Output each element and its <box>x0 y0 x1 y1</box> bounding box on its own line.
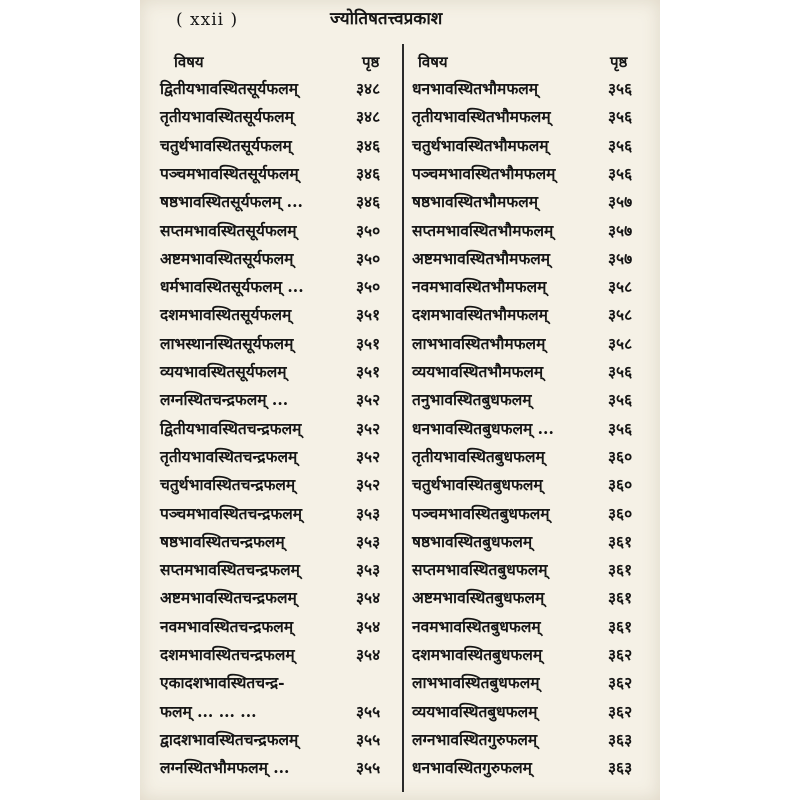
right-index-row <box>412 670 652 696</box>
right-index-row <box>412 133 652 159</box>
page-number-entry: ३६० <box>608 475 633 495</box>
subject-entry: तृतीयभावस्थितसूर्यफलम् <box>160 107 294 127</box>
page-number-entry: ३५६ <box>608 135 633 155</box>
right-index-row <box>412 359 652 385</box>
left-index-row <box>160 614 398 640</box>
right-index-row <box>412 444 652 470</box>
left-index-row <box>160 529 398 555</box>
left-page-heading: पृष्ठ <box>362 53 380 71</box>
page-number-entry: ३६१ <box>608 531 633 551</box>
right-index-row <box>412 387 652 413</box>
right-index-row <box>412 642 652 668</box>
page-number-entry: ३६० <box>608 446 633 466</box>
subject-entry: लग्नस्थितभौमफलम् ... <box>160 758 290 778</box>
left-index-row <box>160 387 398 413</box>
subject-entry: धर्मभावस्थितसूर्यफलम् ... <box>160 277 304 297</box>
subject-entry: पञ्चमभावस्थितचन्द्रफलम् <box>160 503 303 523</box>
subject-entry: षष्ठभावस्थितचन्द्रफलम् <box>160 531 285 551</box>
right-index-row <box>412 331 652 357</box>
subject-entry: नवमभावस्थितभौमफलम् <box>412 277 547 297</box>
left-index-row <box>160 133 398 159</box>
page-number-entry: ३५६ <box>608 418 633 438</box>
page-number-entry: ३४६ <box>356 163 381 183</box>
subject-entry: द्वितीयभावस्थितसूर्यफलम् <box>160 79 298 98</box>
page-number-entry: ३५१ <box>356 305 381 325</box>
right-index-row <box>412 218 652 244</box>
right-index-row <box>412 416 652 442</box>
page-number-entry: ३५१ <box>356 333 381 353</box>
left-index-row <box>160 218 398 244</box>
page-number-entry: ३६१ <box>608 588 633 608</box>
right-index-row <box>412 727 652 753</box>
right-index-row <box>412 161 652 187</box>
left-index-row <box>160 416 398 442</box>
right-subject-heading: विषय <box>418 53 448 71</box>
page-number-entry: ३५६ <box>608 362 633 381</box>
subject-entry: दशमभावस्थितभौमफलम् <box>412 305 548 325</box>
subject-entry: द्वितीयभावस्थितचन्द्रफलम् <box>160 418 302 438</box>
running-title: ज्योतिषतत्त्वप्रकाश <box>330 9 443 29</box>
left-index-row <box>160 331 398 357</box>
page-number-entry: ३५८ <box>608 305 633 325</box>
subject-entry: एकादशभावस्थितचन्द्र- <box>160 673 285 693</box>
left-index-row <box>160 444 398 470</box>
right-index-row <box>412 501 652 527</box>
page-number-entry: ३५६ <box>608 79 633 98</box>
page-number-entry: ३५८ <box>608 333 633 353</box>
page-number-entry: ३५२ <box>356 446 381 466</box>
page-number-entry: ३४८ <box>356 79 381 98</box>
left-index-row <box>160 727 398 753</box>
subject-entry: तृतीयभावस्थितबुधफलम् <box>412 446 545 466</box>
subject-entry: पञ्चमभावस्थितभौमफलम् <box>412 163 556 183</box>
left-index-row <box>160 755 398 781</box>
subject-entry: चतुर्थभावस्थितबुधफलम् <box>412 475 543 495</box>
page-number-entry: ३५७ <box>608 248 633 268</box>
page-number-entry: ३५३ <box>356 503 381 523</box>
right-index-row <box>412 614 652 640</box>
page-number-entry: ३५४ <box>356 616 381 636</box>
left-index-row <box>160 274 398 300</box>
page-number-entry: ३५५ <box>356 701 381 721</box>
subject-entry: तृतीयभावस्थितभौमफलम् <box>412 107 551 127</box>
page-number-entry: ३५२ <box>356 390 381 410</box>
page-number-entry: ३६२ <box>608 673 633 693</box>
right-index-row <box>412 699 652 725</box>
left-index-row <box>160 76 398 102</box>
subject-entry: धनभावस्थितबुधफलम् ... <box>412 418 554 438</box>
subject-entry: फलम् ... ... ... <box>160 701 257 721</box>
subject-entry: अष्टमभावस्थितभौमफलम् <box>412 248 551 268</box>
subject-entry: सप्तमभावस्थितसूर्यफलम् <box>160 220 297 240</box>
subject-entry: चतुर्थभावस्थितसूर्यफलम् <box>160 135 292 155</box>
subject-entry: सप्तमभावस्थितबुधफलम् <box>412 560 548 580</box>
right-index-row <box>412 529 652 555</box>
right-index-row <box>412 274 652 300</box>
left-index-row <box>160 472 398 498</box>
subject-entry: धनभावस्थितगुरुफलम् <box>412 758 532 778</box>
page-number-entry: ३५७ <box>608 192 633 212</box>
page-number-entry: ३५६ <box>608 390 633 410</box>
page-number: ( xxii ) <box>176 10 239 30</box>
right-index-row <box>412 755 652 781</box>
left-index-row <box>160 161 398 187</box>
subject-entry: नवमभावस्थितबुधफलम् <box>412 616 541 636</box>
page-number-entry: ३५४ <box>356 588 381 608</box>
left-index-row <box>160 642 398 668</box>
page-number-entry: ३५६ <box>608 163 633 183</box>
page-number-entry: ३५५ <box>356 758 381 778</box>
right-index-row <box>412 246 652 272</box>
page-number-entry: ३५३ <box>356 531 381 551</box>
left-index-row <box>160 246 398 272</box>
page-number-entry: ३५७ <box>608 220 633 240</box>
subject-entry: लाभस्थानस्थितसूर्यफलम् <box>160 333 294 353</box>
right-index-row <box>412 104 652 130</box>
page-number-entry: ३६१ <box>608 616 633 636</box>
right-page-heading: पृष्ठ <box>610 53 628 71</box>
page-number-entry: ३५२ <box>356 418 381 438</box>
page-number-entry: ३६२ <box>608 645 633 664</box>
subject-entry: दशमभावस्थितचन्द्रफलम् <box>160 645 295 664</box>
left-index-row <box>160 699 398 725</box>
subject-entry: षष्ठभावस्थितभौमफलम् <box>412 192 539 212</box>
left-index-row <box>160 189 398 215</box>
subject-entry: दशमभावस्थितसूर्यफलम् <box>160 305 292 325</box>
subject-entry: व्ययभावस्थितबुधफलम् <box>412 701 538 721</box>
right-index-row <box>412 585 652 611</box>
right-index-row <box>412 472 652 498</box>
subject-entry: लग्नस्थितचन्द्रफलम् ... <box>160 390 289 410</box>
subject-entry: षष्ठभावस्थितसूर्यफलम् ... <box>160 192 303 212</box>
subject-entry: पञ्चमभावस्थितबुधफलम् <box>412 503 550 523</box>
subject-entry: सप्तमभावस्थितचन्द्रफलम् <box>160 560 300 580</box>
subject-entry: नवमभावस्थितचन्द्रफलम् <box>160 616 294 636</box>
left-index-row <box>160 501 398 527</box>
subject-entry: षष्ठभावस्थितबुधफलम् <box>412 531 533 551</box>
page-number-entry: ३६० <box>608 503 633 523</box>
subject-entry: पञ्चमभावस्थितसूर्यफलम् <box>160 163 299 183</box>
page-number-entry: ३६२ <box>608 701 633 721</box>
subject-entry: लग्नभावस्थितगुरुफलम् <box>412 729 538 749</box>
page-number-entry: ३५० <box>356 220 381 240</box>
subject-entry: द्वादशभावस्थितचन्द्रफलम् <box>160 729 299 749</box>
left-index-row <box>160 585 398 611</box>
page-number-entry: ३५८ <box>608 277 633 297</box>
left-index-row <box>160 104 398 130</box>
page-number-entry: ३५२ <box>356 475 381 495</box>
subject-entry: अष्टमभावस्थितबुधफलम् <box>412 588 545 608</box>
right-index-row <box>412 76 652 102</box>
left-index-row <box>160 359 398 385</box>
page-number-entry: ३६१ <box>608 560 633 580</box>
left-index-row <box>160 302 398 328</box>
subject-entry: सप्तमभावस्थितभौमफलम् <box>412 220 554 240</box>
subject-entry: चतुर्थभावस्थितभौमफलम् <box>412 135 549 155</box>
subject-entry: दशमभावस्थितबुधफलम् <box>412 645 543 664</box>
page-number-entry: ३५० <box>356 248 381 268</box>
subject-entry: धनभावस्थितभौमफलम् <box>412 79 539 98</box>
subject-entry: तनुभावस्थितबुधफलम् <box>412 390 532 410</box>
right-index-row <box>412 189 652 215</box>
subject-entry: अष्टमभावस्थितसूर्यफलम् <box>160 248 294 268</box>
right-index-row <box>412 302 652 328</box>
column-divider <box>402 44 404 792</box>
left-index-row <box>160 557 398 583</box>
page-number-entry: ३४८ <box>356 107 381 127</box>
subject-entry: तृतीयभावस्थितचन्द्रफलम् <box>160 446 298 466</box>
page-number-entry: ३६३ <box>608 729 633 749</box>
left-index-row <box>160 670 398 696</box>
page-number-entry: ३५५ <box>356 729 381 749</box>
subject-entry: चतुर्थभावस्थितचन्द्रफलम् <box>160 475 296 495</box>
subject-entry: व्ययभावस्थितसूर्यफलम् <box>160 362 287 381</box>
left-subject-heading: विषय <box>174 53 204 71</box>
page-number-entry: ३४६ <box>356 192 381 212</box>
page-number-entry: ३५३ <box>356 560 381 580</box>
right-index-row <box>412 557 652 583</box>
subject-entry: व्ययभावस्थितभौमफलम् <box>412 362 544 381</box>
subject-entry: लाभभावस्थितबुधफलम् <box>412 673 540 693</box>
subject-entry: अष्टमभावस्थितचन्द्रफलम् <box>160 588 297 608</box>
subject-entry: लाभभावस्थितभौमफलम् <box>412 333 546 353</box>
page-number-entry: ३४६ <box>356 135 381 155</box>
page-number-entry: ३५६ <box>608 107 633 127</box>
page-number-entry: ३५० <box>356 277 381 297</box>
page-number-entry: ३५१ <box>356 362 381 381</box>
page-number-entry: ३५४ <box>356 645 381 664</box>
page-number-entry: ३६३ <box>608 758 633 778</box>
